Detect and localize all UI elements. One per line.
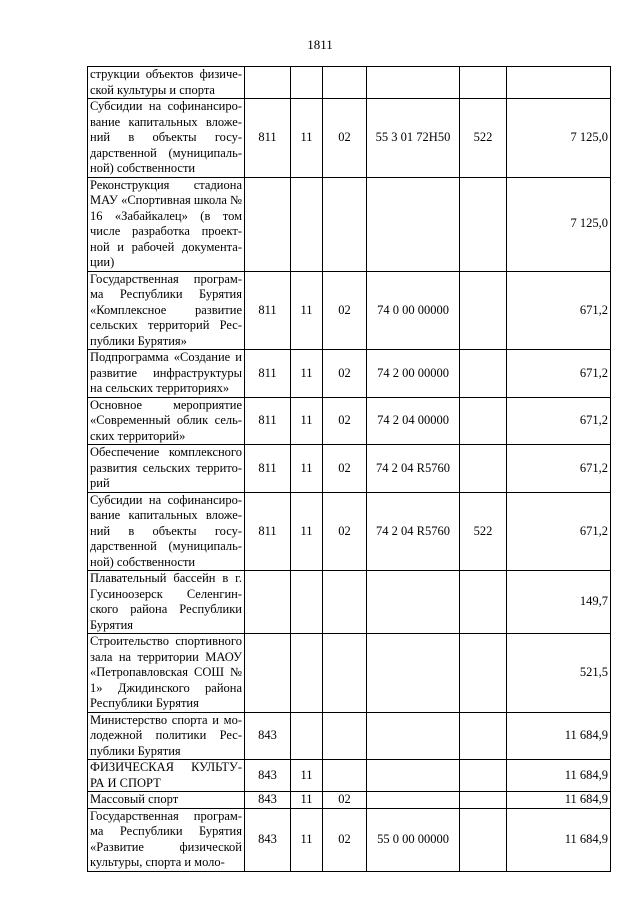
row-amount <box>507 67 611 99</box>
table-row <box>88 760 611 792</box>
row-target <box>367 571 460 634</box>
row-admin: 843 <box>245 712 291 760</box>
row-name: Обеспечение комплексного развития сельских террито-рий <box>88 445 245 493</box>
row-name: Субсидии на софинансиро-вание капитальных вложе-ний в объекты госу-дарственной (муниципаль-ной) собственности <box>88 99 245 178</box>
row-admin: 811 <box>245 445 291 493</box>
row-expense-type: 522 <box>460 99 507 178</box>
row-section <box>291 571 323 634</box>
row-target <box>367 67 460 99</box>
table-row <box>88 712 611 760</box>
row-amount: 11 684,9 <box>507 760 611 792</box>
row-name: ФИЗИЧЕСКАЯ КУЛЬТУ-РА И СПОРТ <box>88 760 245 792</box>
row-name: Строительство спортивного зала на территории МАОУ «Петропавловская СОШ № 1» Джидинского района Республики Бурятия <box>88 634 245 713</box>
row-expense-type <box>460 792 507 809</box>
row-amount: 671,2 <box>507 445 611 493</box>
row-subsection <box>323 634 367 713</box>
budget-table-body <box>88 67 611 872</box>
row-target: 74 2 00 00000 <box>367 350 460 398</box>
row-section: 11 <box>291 271 323 350</box>
row-expense-type: 522 <box>460 492 507 571</box>
row-section: 11 <box>291 492 323 571</box>
row-amount: 11 684,9 <box>507 792 611 809</box>
row-target: 74 2 04 R5760 <box>367 492 460 571</box>
row-target <box>367 634 460 713</box>
table-row <box>88 634 611 713</box>
row-admin: 811 <box>245 350 291 398</box>
row-section: 11 <box>291 792 323 809</box>
row-section: 11 <box>291 760 323 792</box>
row-target <box>367 177 460 271</box>
row-expense-type <box>460 271 507 350</box>
table-row <box>88 350 611 398</box>
row-amount: 671,2 <box>507 350 611 398</box>
row-expense-type <box>460 712 507 760</box>
row-admin: 843 <box>245 760 291 792</box>
row-name: Реконструкция стадиона МАУ «Спортивная школа № 16 «Забайкалец» (в том числе разработка проект-ной и рабочей документа-ции) <box>88 177 245 271</box>
row-subsection: 02 <box>323 397 367 445</box>
table-row <box>88 808 611 871</box>
row-amount: 671,2 <box>507 271 611 350</box>
row-name: Основное мероприятие «Современный облик сель-ских территорий» <box>88 397 245 445</box>
row-section: 11 <box>291 397 323 445</box>
row-subsection: 02 <box>323 492 367 571</box>
row-admin <box>245 67 291 99</box>
row-amount: 7 125,0 <box>507 99 611 178</box>
row-amount: 671,2 <box>507 397 611 445</box>
row-expense-type <box>460 445 507 493</box>
row-expense-type <box>460 67 507 99</box>
row-expense-type <box>460 634 507 713</box>
table-row <box>88 67 611 99</box>
row-section: 11 <box>291 350 323 398</box>
row-subsection <box>323 177 367 271</box>
row-name: Государственная програм-ма Республики Бурятия «Развитие физической культуры, спорта и моло- <box>88 808 245 871</box>
row-expense-type <box>460 760 507 792</box>
row-subsection <box>323 760 367 792</box>
row-subsection: 02 <box>323 792 367 809</box>
row-admin <box>245 634 291 713</box>
table-row <box>88 99 611 178</box>
row-subsection: 02 <box>323 99 367 178</box>
row-section <box>291 634 323 713</box>
row-target <box>367 760 460 792</box>
table-row <box>88 571 611 634</box>
table-row <box>88 397 611 445</box>
row-name: Субсидии на софинансиро-вание капитальных вложе-ний в объекты госу-дарственной (муниципаль-ной) собственности <box>88 492 245 571</box>
row-admin: 811 <box>245 397 291 445</box>
row-subsection: 02 <box>323 445 367 493</box>
row-target: 74 2 04 00000 <box>367 397 460 445</box>
row-admin: 811 <box>245 492 291 571</box>
row-section: 11 <box>291 99 323 178</box>
row-expense-type <box>460 808 507 871</box>
row-admin: 843 <box>245 808 291 871</box>
row-name: Плавательный бассейн в г. Гусиноозерск Селенгин-ского района Республики Бурятия <box>88 571 245 634</box>
row-expense-type <box>460 571 507 634</box>
table-row <box>88 492 611 571</box>
row-name: Подпрограмма «Создание и развитие инфраструктуры на сельских территориях» <box>88 350 245 398</box>
row-amount: 671,2 <box>507 492 611 571</box>
row-subsection <box>323 67 367 99</box>
row-expense-type <box>460 350 507 398</box>
row-admin <box>245 177 291 271</box>
row-subsection: 02 <box>323 808 367 871</box>
row-admin: 811 <box>245 271 291 350</box>
row-target: 74 2 04 R5760 <box>367 445 460 493</box>
row-amount: 11 684,9 <box>507 712 611 760</box>
row-name: струкции объектов физиче-ской культуры и спорта <box>88 67 245 99</box>
row-expense-type <box>460 177 507 271</box>
table-row <box>88 271 611 350</box>
row-subsection <box>323 571 367 634</box>
table-row <box>88 177 611 271</box>
row-subsection: 02 <box>323 271 367 350</box>
row-target <box>367 792 460 809</box>
row-name: Министерство спорта и мо-лодежной политики Рес-публики Бурятия <box>88 712 245 760</box>
row-subsection: 02 <box>323 350 367 398</box>
table-row <box>88 792 611 809</box>
row-target: 55 3 01 72Н50 <box>367 99 460 178</box>
row-target: 55 0 00 00000 <box>367 808 460 871</box>
row-admin: 811 <box>245 99 291 178</box>
page-number: 1811 <box>307 37 333 52</box>
row-amount: 521,5 <box>507 634 611 713</box>
row-amount: 11 684,9 <box>507 808 611 871</box>
table-row <box>88 445 611 493</box>
row-section <box>291 177 323 271</box>
row-admin <box>245 571 291 634</box>
row-target <box>367 712 460 760</box>
row-amount: 7 125,0 <box>507 177 611 271</box>
row-section: 11 <box>291 808 323 871</box>
row-subsection <box>323 712 367 760</box>
row-name: Государственная програм-ма Республики Бурятия «Комплексное развитие сельских территорий Рес-публики Бурятия» <box>88 271 245 350</box>
row-section <box>291 712 323 760</box>
row-section: 11 <box>291 445 323 493</box>
row-amount: 149,7 <box>507 571 611 634</box>
budget-table <box>87 66 611 872</box>
row-expense-type <box>460 397 507 445</box>
row-name: Массовый спорт <box>88 792 245 809</box>
row-admin: 843 <box>245 792 291 809</box>
row-section <box>291 67 323 99</box>
row-target: 74 0 00 00000 <box>367 271 460 350</box>
